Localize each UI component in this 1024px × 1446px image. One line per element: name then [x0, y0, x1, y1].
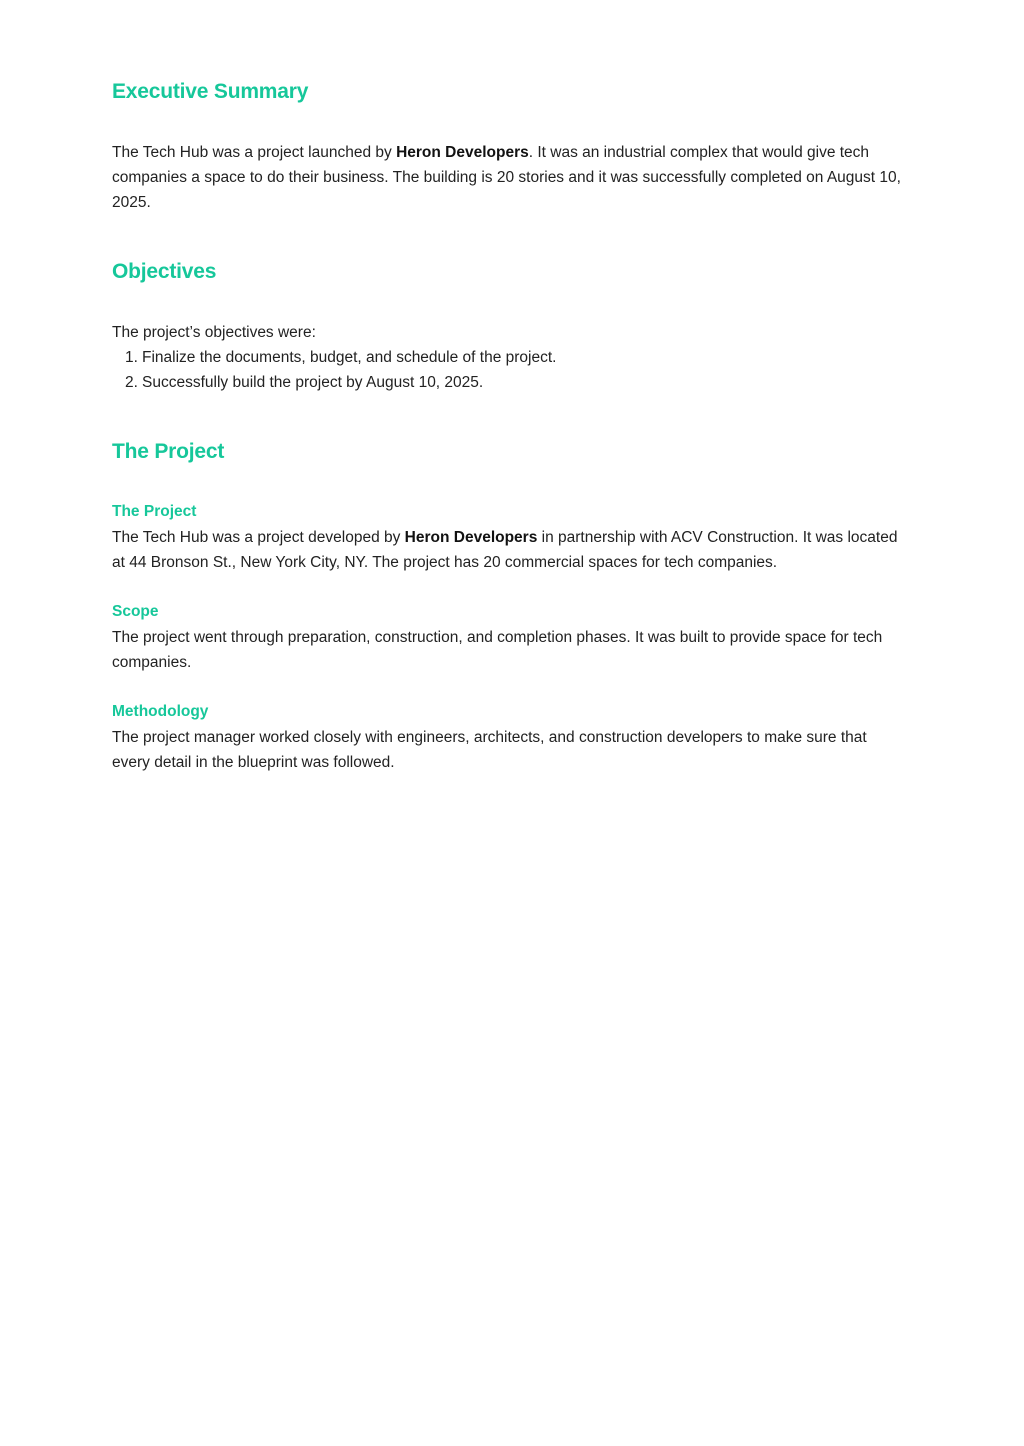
the-project-text-post: in partnership with ACV Construction. It was located at 44 Bronson St., New York City, NY. The project has 20 commercial spaces for tech companies. [112, 529, 898, 571]
subsection-body-methodology: The project manager worked closely with engineers, architects, and construction developers to make sure that every detail in the blueprint was followed. [112, 729, 867, 771]
objectives-intro: The project’s objectives were: [112, 324, 316, 341]
executive-summary-text-pre: The Tech Hub was a project launched by [112, 144, 397, 161]
subsection-body-scope: The project went through preparation, construction, and completion phases. It was built to provide space for tech companies. [112, 629, 883, 671]
company-name-bold: Heron Developers [396, 144, 529, 161]
objectives-heading: Objectives [112, 260, 217, 283]
objectives-list [112, 345, 556, 395]
subsection-body-the-project [112, 525, 907, 575]
executive-summary-text-post: . It was an industrial complex that would give tech companies a space to do their business. The building is 20 stories and it was successfully completed on August 10, 2025. [112, 144, 901, 211]
list-item-number: 1. [125, 349, 138, 366]
the-project-text-pre: The Tech Hub was a project developed by [112, 529, 405, 546]
subsection-title-the-project: The Project [112, 503, 197, 520]
list-item-text: Finalize the documents, budget, and schedule of the project. [142, 349, 557, 366]
list-item-text: Successfully build the project by August 10, 2025. [142, 374, 484, 391]
list-item [112, 370, 556, 395]
list-item [112, 345, 556, 370]
the-project-heading: The Project [112, 440, 225, 463]
subsection-title-scope: Scope [112, 603, 159, 620]
executive-summary-heading: Executive Summary [112, 80, 309, 103]
subsection-title-methodology: Methodology [112, 703, 209, 720]
executive-summary-paragraph [112, 140, 907, 215]
list-item-number: 2. [125, 374, 138, 391]
company-name-bold: Heron Developers [404, 529, 538, 546]
